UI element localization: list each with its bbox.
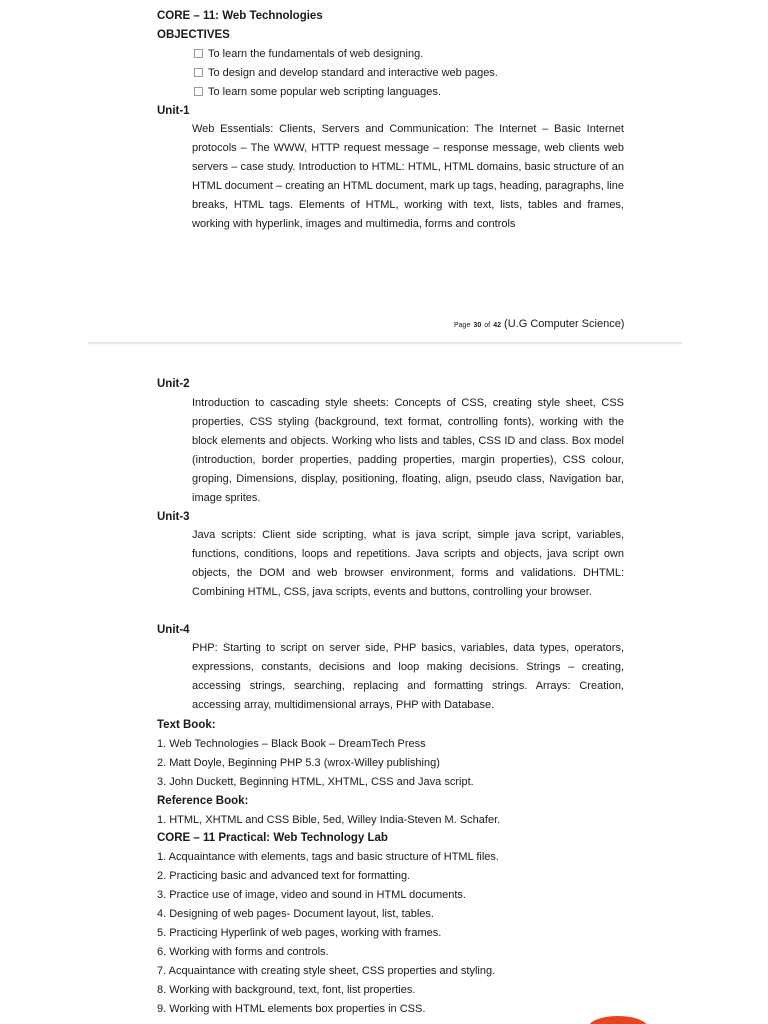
unit4-heading: Unit-4 bbox=[157, 624, 190, 636]
objective-text: To design and develop standard and interactive web pages. bbox=[208, 67, 498, 79]
lab-item: 5. Practicing Hyperlink of web pages, working with frames. bbox=[157, 927, 442, 939]
objective-item bbox=[194, 66, 498, 80]
lab-item: 4. Designing of web pages- Document layout, list, tables. bbox=[157, 908, 434, 920]
lab-item: 1. Acquaintance with elements, tags and basic structure of HTML files. bbox=[157, 851, 499, 863]
page-footer bbox=[454, 317, 624, 333]
footer-total-pages: 42 bbox=[493, 322, 501, 329]
unit1-paragraph: Web Essentials: Clients, Servers and Communication: The Internet – Basic Internet protocols – The WWW, HTTP request message – response message, web clients web servers – case study. Introduction to HTML: HTML, HTML domains, basic structure of an HTML document – creating an HTML document, mark up tags, heading, paragraphs, line breaks, HTML tags. Elements of HTML, working with text, lists, tables and frames, working with hyperlink, images and multimedia, forms and controls bbox=[192, 123, 624, 230]
lab-item: 8. Working with background, text, font, list properties. bbox=[157, 984, 416, 996]
lab-item: 7. Acquaintance with creating style sheet, CSS properties and styling. bbox=[157, 965, 496, 977]
footer-page-word: Page bbox=[454, 322, 471, 329]
reference-heading: Reference Book: bbox=[157, 795, 249, 807]
objective-item bbox=[194, 47, 423, 61]
textbook-heading: Text Book: bbox=[157, 719, 216, 731]
unit3-heading: Unit-3 bbox=[157, 511, 190, 523]
textbook-item: 1. Web Technologies – Black Book – DreamTech Press bbox=[157, 738, 426, 750]
lab-item: 3. Practice use of image, video and sound in HTML documents. bbox=[157, 889, 466, 901]
unit1-heading: Unit-1 bbox=[157, 105, 190, 117]
footer-page-number: 30 bbox=[473, 322, 482, 329]
unit3-paragraph: Java scripts: Client side scripting, what is java script, simple java script, variables, functions, conditions, loops and repetitions. Java scripts and objects, java script own objects, the DOM and web browser environment, forms and validations. DHTML: Combining HTML, CSS, java scripts, events and buttons, controlling your browser. bbox=[192, 529, 624, 598]
unit2-paragraph: Introduction to cascading style sheets: Concepts of CSS, creating style sheet, CSS properties, CSS styling (background, text format, controlling fonts), working with the block elements and objects. Working who lists and tables, CSS ID and class. Box model (introduction, border properties, padding properties, margin properties), CSS colour, groping, Dimensions, display, positioning, floating, align, pseudo class, Navigation bar, image sprites. bbox=[192, 397, 624, 504]
objective-text: To learn some popular web scripting languages. bbox=[208, 86, 441, 98]
reference-item: 1. HTML, XHTML and CSS Bible, 5ed, Willey India-Steven M. Schafer. bbox=[157, 814, 501, 826]
unit4-paragraph: PHP: Starting to script on server side, PHP basics, variables, data types, operators, expressions, constants, decisions and loop making decisions. Strings – creating, accessing strings, searching, replacing and formatting strings. Arrays: Creation, accessing array, multidimensional arrays, PHP with Database. bbox=[192, 642, 624, 711]
orange-overlay-button[interactable] bbox=[588, 1016, 648, 1024]
objective-item bbox=[194, 85, 441, 99]
checkbox-icon bbox=[194, 68, 203, 77]
checkbox-icon bbox=[194, 49, 203, 58]
objective-text: To learn the fundamentals of web designing. bbox=[208, 48, 424, 60]
footer-of-word: of bbox=[484, 322, 491, 329]
page-divider bbox=[88, 342, 682, 344]
unit2-heading: Unit-2 bbox=[157, 378, 190, 390]
footer-program: (U.G Computer Science) bbox=[504, 318, 625, 330]
lab-item: 6. Working with forms and controls. bbox=[157, 946, 329, 958]
lab-item: 9. Working with HTML elements box properties in CSS. bbox=[157, 1003, 426, 1015]
lab-item: 2. Practicing basic and advanced text for formatting. bbox=[157, 870, 411, 882]
textbook-item: 3. John Duckett, Beginning HTML, XHTML, CSS and Java script. bbox=[157, 776, 474, 788]
objectives-heading: OBJECTIVES bbox=[157, 29, 230, 41]
textbook-item: 2. Matt Doyle, Beginning PHP 5.3 (wrox-Willey publishing) bbox=[157, 757, 440, 769]
lab-heading: CORE – 11 Practical: Web Technology Lab bbox=[157, 832, 388, 844]
course-title: CORE – 11: Web Technologies bbox=[157, 10, 323, 22]
checkbox-icon bbox=[194, 87, 203, 96]
